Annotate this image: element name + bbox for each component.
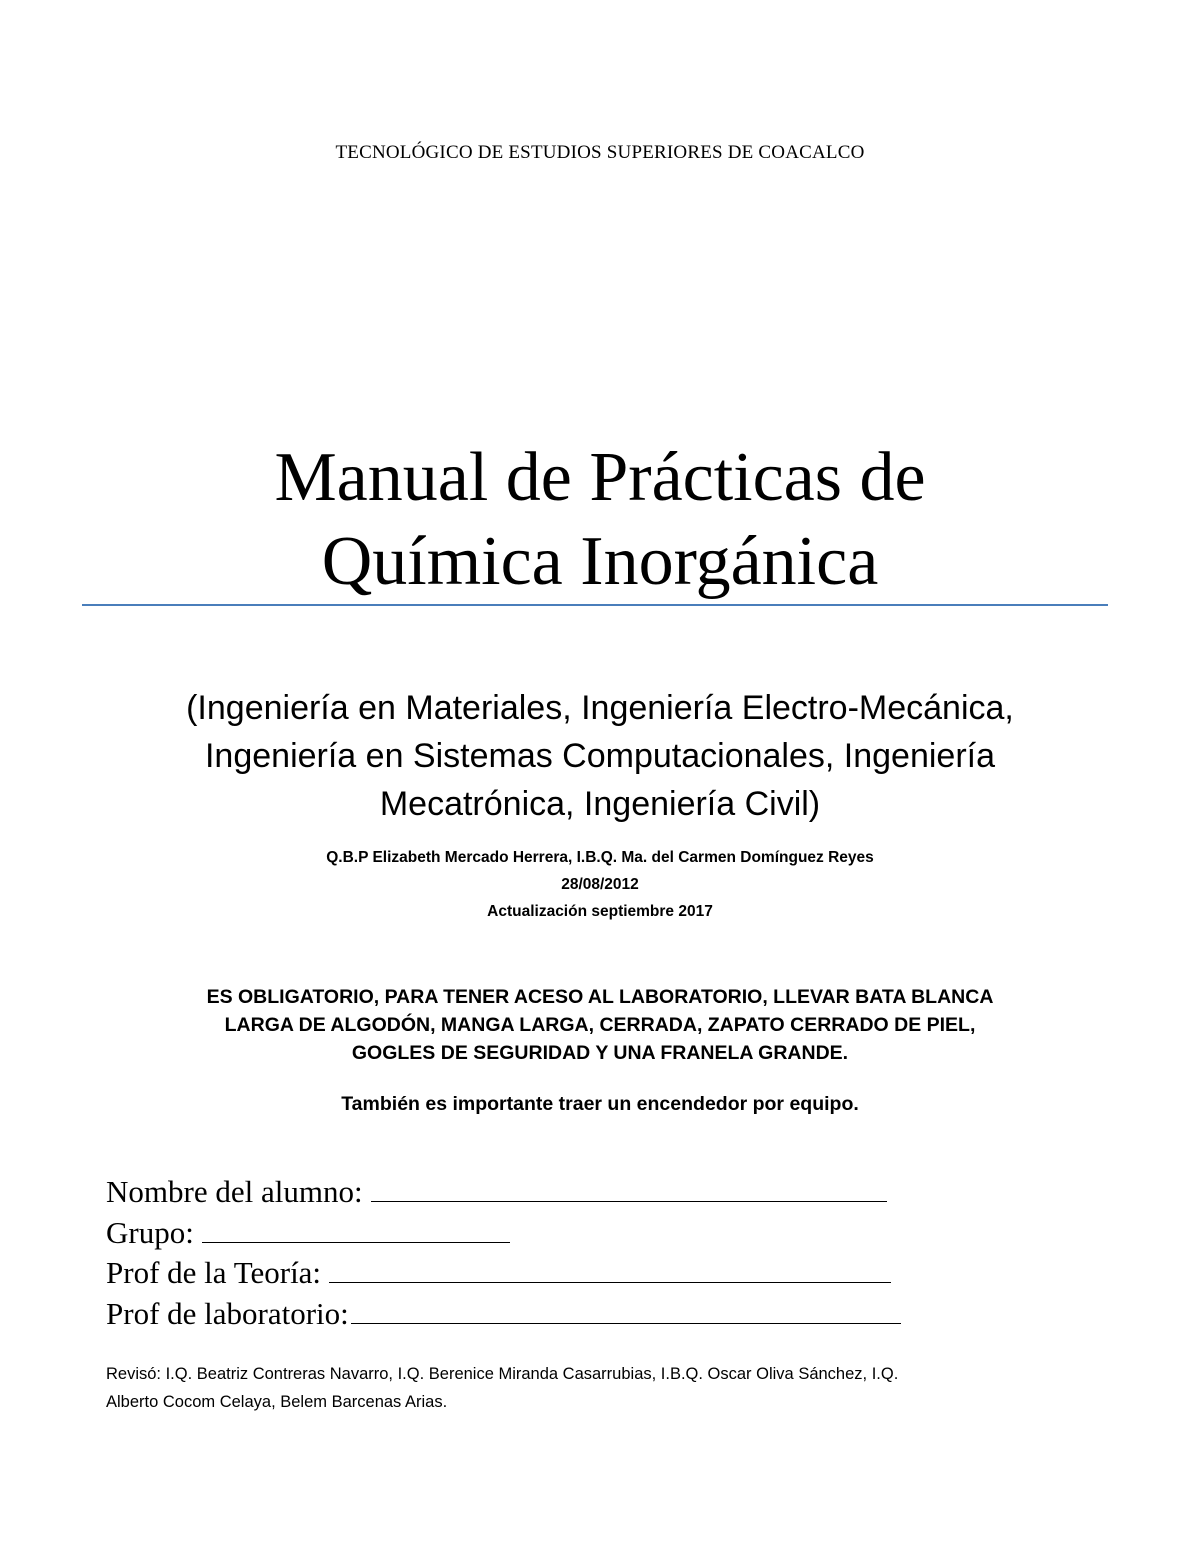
group-label: Grupo: [106, 1214, 194, 1250]
group-blank[interactable] [202, 1216, 510, 1243]
theory-prof-blank[interactable] [329, 1256, 891, 1283]
student-name-row [106, 1172, 1006, 1213]
theory-prof-row [106, 1253, 1006, 1294]
notice-line-1: ES OBLIGATORIO, PARA TENER ACESO AL LABORATORIO, LLEVAR BATA BLANCA [206, 986, 994, 1008]
notice-line-3: GOGLES DE SEGURIDAD Y UNA FRANELA GRANDE. [351, 1042, 849, 1064]
degree-programs-line-3: Mecatrónica, Ingeniería Civil) [379, 785, 821, 823]
lab-prof-row [106, 1294, 1006, 1335]
title-line-2: Química Inorgánica [321, 523, 879, 600]
group-row [106, 1213, 1006, 1254]
title-divider [82, 604, 1108, 606]
notice-line-2: LARGA DE ALGODÓN, MANGA LARGA, CERRADA, ZAPATO CERRADO DE PIEL, [224, 1014, 976, 1036]
lab-prof-blank[interactable] [351, 1297, 901, 1324]
lab-prof-label: Prof de laboratorio: [106, 1295, 349, 1331]
reviewers-line-1: Revisó: I.Q. Beatriz Contreras Navarro, I.Q. Berenice Miranda Casarrubias, I.B.Q. Oscar Oliva Sánchez, I.Q. [106, 1365, 899, 1383]
institution-name: TECNOLÓGICO DE ESTUDIOS SUPERIORES DE COACALCO [335, 142, 865, 163]
degree-programs-line-2: Ingeniería en Sistemas Computacionales, Ingeniería [204, 737, 996, 775]
creation-date: 28/08/2012 [561, 876, 639, 893]
student-name-blank[interactable] [371, 1175, 887, 1202]
lighter-tip: También es importante traer un encendedor por equipo. [341, 1093, 859, 1115]
theory-prof-label: Prof de la Teoría: [106, 1255, 322, 1290]
document-title [100, 436, 1100, 604]
degree-programs [80, 684, 1120, 828]
update-date: Actualización septiembre 2017 [487, 903, 713, 920]
lab-requirements-notice [90, 983, 1110, 1067]
authors-names: Q.B.P Elizabeth Mercado Herrera, I.B.Q. Ma. del Carmen Domínguez Reyes [326, 849, 874, 866]
reviewers-block [106, 1360, 1066, 1416]
student-name-label: Nombre del alumno: [106, 1174, 363, 1209]
reviewers-line-2: Alberto Cocom Celaya, Belem Barcenas Arias. [106, 1393, 448, 1411]
degree-programs-line-1: (Ingeniería en Materiales, Ingeniería Electro-Mecánica, [186, 689, 1014, 727]
student-info-form [106, 1172, 1006, 1334]
authors-block [0, 844, 1200, 925]
title-line-1: Manual de Prácticas de [274, 439, 926, 516]
